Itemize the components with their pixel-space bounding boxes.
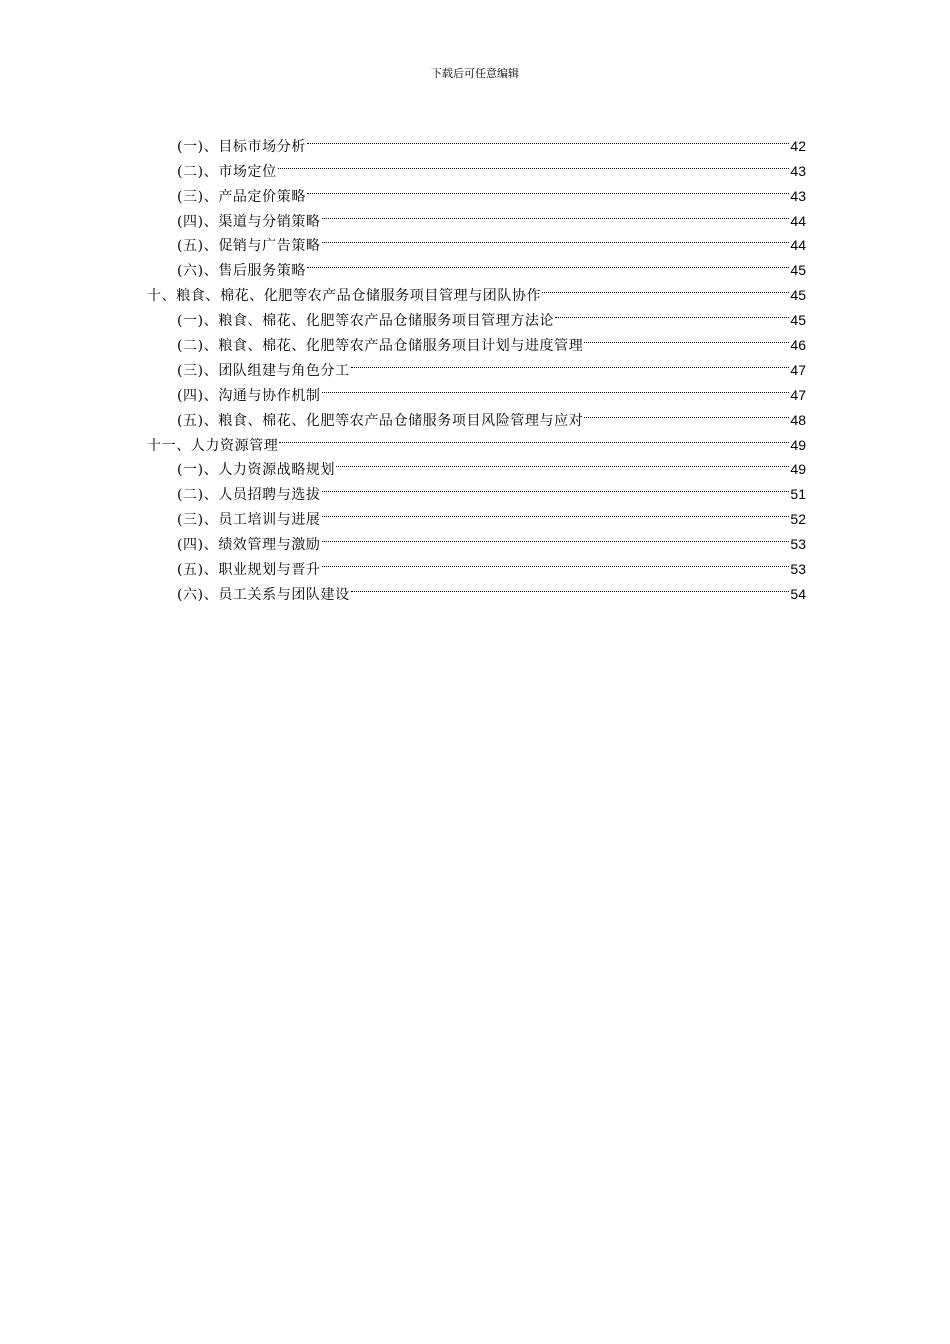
toc-dot-leader [584,400,789,425]
toc-entry-title: (一)、人力资源战略规划 [177,462,336,479]
toc-entry-title: (三)、员工培训与进展 [177,512,321,529]
toc-page-number: 45 [790,287,806,304]
toc-entry-title: (五)、粮食、棉花、化肥等农产品仓储服务项目风险管理与应对 [177,412,584,429]
toc-section-entry[interactable] [147,126,806,155]
toc-entry-title: (四)、绩效管理与激励 [177,537,321,554]
toc-dot-leader [322,524,790,549]
page-header: 下载后可任意编辑 [431,67,519,80]
toc-page-number: 44 [790,237,806,254]
toc-entry-title: (四)、渠道与分销策略 [177,213,321,230]
toc-page-number: 48 [790,411,806,428]
toc-dot-leader [322,201,790,226]
toc-entry-title: 十一、人力资源管理 [147,437,279,454]
toc-page-number: 52 [790,511,806,528]
toc-dot-leader [278,151,790,176]
toc-page-number: 47 [790,361,806,378]
toc-entry-title: 十、粮食、棉花、化肥等农产品仓储服务项目管理与团队协作 [147,288,542,305]
toc-dot-leader [542,275,789,300]
toc-dot-leader [279,425,789,450]
toc-entry-title: (一)、粮食、棉花、化肥等农产品仓储服务项目管理方法论 [177,313,555,330]
toc-dot-leader [307,176,789,201]
toc-dot-leader [584,325,789,350]
toc-dot-leader [307,126,789,151]
toc-entry-title: (一)、目标市场分析 [177,138,306,155]
toc-page-number: 46 [790,337,806,354]
toc-entry-title: (三)、产品定价策略 [177,188,306,205]
toc-entry-title: (五)、促销与广告策略 [177,238,321,255]
toc-dot-leader [322,375,790,400]
toc-dot-leader [322,474,790,499]
toc-dot-leader [307,250,789,275]
toc-dot-leader [322,549,790,574]
toc-page-number: 45 [790,312,806,329]
toc-page-number: 44 [790,212,806,229]
toc-dot-leader [351,350,790,375]
toc-page-number: 45 [790,262,806,279]
toc-page-number: 51 [790,486,806,503]
toc-dot-leader [336,450,789,475]
toc-entry-title: (三)、团队组建与角色分工 [177,362,350,379]
toc-page-number: 43 [790,187,806,204]
toc-entry-title: (二)、粮食、棉花、化肥等农产品仓储服务项目计划与进度管理 [177,338,584,355]
table-of-contents [147,126,806,603]
toc-page-number: 43 [790,162,806,179]
toc-entry-title: (二)、市场定位 [177,163,277,180]
toc-entry-title: (五)、职业规划与晋升 [177,562,321,579]
toc-page-number: 53 [790,536,806,553]
toc-page-number: 42 [790,137,806,154]
toc-page-number: 53 [790,561,806,578]
toc-entry-title: (四)、沟通与协作机制 [177,387,321,404]
toc-page-number: 47 [790,386,806,403]
toc-entry-title: (二)、人员招聘与选拔 [177,487,321,504]
toc-page-number: 49 [790,436,806,453]
toc-page-number: 49 [790,461,806,478]
toc-dot-leader [351,574,790,599]
toc-entry-title: (六)、员工关系与团队建设 [177,586,350,603]
toc-dot-leader [555,300,789,325]
toc-page-number: 54 [790,585,806,602]
toc-entry-title: (六)、售后服务策略 [177,263,306,280]
toc-dot-leader [322,499,790,524]
toc-dot-leader [322,226,790,251]
